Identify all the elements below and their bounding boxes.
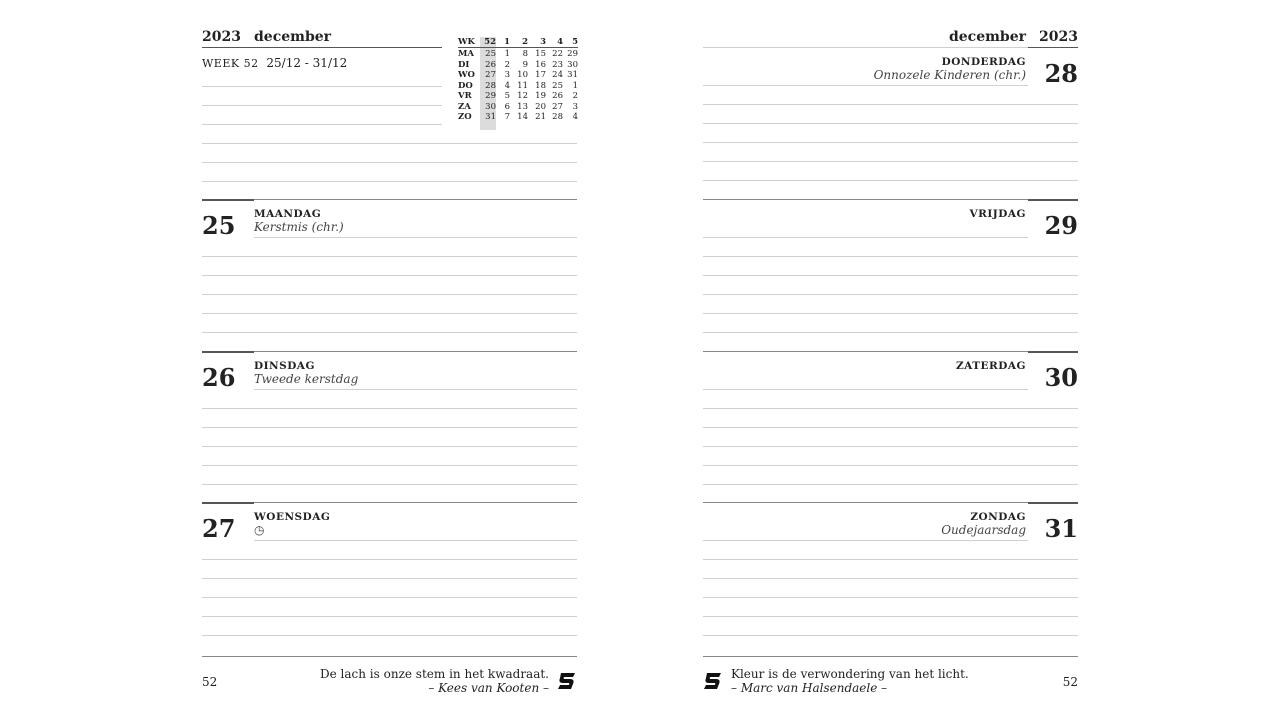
mini-calendar-date: 15 (535, 49, 546, 59)
ruled-line (703, 332, 1078, 333)
right-month: december (948, 29, 1026, 45)
ruled-line (202, 162, 577, 163)
ruled-line (202, 124, 442, 125)
mini-calendar-date: 30 (485, 101, 496, 112)
day-name: WOENSDAG (254, 511, 331, 523)
ruled-line (202, 294, 577, 295)
day-name: VRIJDAG (969, 208, 1026, 220)
day-number: 25 (202, 211, 236, 240)
day-note: Onnozele Kinderen (chr.) (873, 68, 1026, 82)
mini-calendar-date: 27 (485, 70, 496, 80)
mini-calendar-date: 20 (535, 101, 546, 112)
mini-calendar-date: 31 (567, 70, 578, 80)
right-header-rule-light (703, 47, 1028, 48)
mini-calendar-date: 1 (504, 49, 510, 59)
ruled-line (703, 616, 1078, 617)
ruled-line (202, 332, 577, 333)
mini-calendar-date: 19 (535, 91, 546, 101)
ruled-line (254, 389, 577, 390)
ruled-line (703, 559, 1078, 560)
day-rule (703, 502, 1028, 503)
mini-calendar-date: 29 (567, 49, 578, 59)
mini-calendar-date: 21 (535, 112, 546, 122)
ruled-line (202, 465, 577, 466)
ruled-line (703, 540, 1028, 541)
right-quote-block (731, 667, 991, 695)
right-page (703, 0, 1078, 720)
ruled-line (202, 86, 442, 87)
ruled-line (202, 275, 577, 276)
day-note: Oudejaarsdag (941, 523, 1026, 537)
ruled-line (703, 408, 1078, 409)
right-quote-author: – Marc van Halsendaele – (731, 681, 888, 695)
day-rule (254, 199, 577, 200)
ruled-line (703, 237, 1028, 238)
ruled-line (202, 427, 577, 428)
ruled-line (703, 427, 1078, 428)
ruled-line (202, 313, 577, 314)
day-note: Tweede kerstdag (254, 372, 359, 386)
day-number: 30 (1044, 363, 1078, 392)
day-rule-thick (1028, 502, 1078, 504)
mini-calendar-date: 25 (485, 49, 496, 59)
day-rule-thick (202, 502, 254, 504)
mini-calendar-date: 1 (572, 80, 578, 91)
mini-calendar-date: 2 (572, 91, 578, 101)
ruled-line (202, 484, 577, 485)
mini-calendar-date: 26 (552, 91, 563, 101)
day-number: 26 (202, 363, 236, 392)
right-quote: Kleur is de verwondering van het licht. (731, 667, 969, 681)
day-name: DINSDAG (254, 360, 315, 372)
ruled-line (703, 597, 1078, 598)
ruled-line (703, 123, 1078, 124)
day-note: Kerstmis (chr.) (254, 220, 344, 234)
mini-calendar-date: 18 (535, 80, 546, 91)
mini-calendar-date: 14 (517, 112, 528, 122)
mini-calendar-header-cell: 1 (504, 37, 510, 47)
brand-logo-icon (557, 672, 577, 690)
mini-calendar-date: 16 (535, 59, 546, 70)
week-info (202, 56, 347, 70)
day-name: MAANDAG (254, 208, 322, 220)
mini-calendar-date: 13 (517, 101, 528, 112)
mini-calendar-date: 28 (485, 80, 496, 91)
ruled-line (703, 313, 1078, 314)
ruled-line (703, 104, 1078, 105)
mini-calendar-header-cell: 2 (522, 37, 528, 47)
mini-calendar-date: 26 (485, 59, 496, 70)
ruled-line (202, 635, 577, 636)
left-page (202, 0, 577, 720)
ruled-line (703, 635, 1078, 636)
mini-calendar-date: 8 (522, 49, 528, 59)
ruled-line (703, 578, 1078, 579)
ruled-line (703, 389, 1028, 390)
mini-calendar-header-cell: 4 (557, 37, 563, 47)
left-quote-block (289, 667, 549, 695)
left-quote-author: – Kees van Kooten – (428, 681, 549, 695)
mini-calendar-day-label: DI (458, 59, 470, 70)
day-number: 28 (1044, 59, 1078, 88)
mini-calendar-day-label: VR (458, 91, 472, 101)
day-rule (254, 351, 577, 352)
day-rule-thick (1028, 199, 1078, 201)
ruled-line (202, 143, 577, 144)
ruled-line (202, 578, 577, 579)
ruled-line (703, 446, 1078, 447)
left-month: december (254, 29, 332, 45)
ruled-line (703, 180, 1078, 181)
mini-calendar-date: 29 (485, 91, 496, 101)
mini-calendar (458, 37, 578, 132)
ruled-line (703, 465, 1078, 466)
right-page-number: 52 (1062, 675, 1078, 689)
mini-calendar-date: 24 (552, 70, 563, 80)
ruled-line (202, 181, 577, 182)
mini-calendar-header-cell: 3 (540, 37, 546, 47)
mini-calendar-date: 2 (504, 59, 510, 70)
mini-calendar-date: 3 (572, 101, 578, 112)
left-year: 2023 (202, 29, 241, 45)
right-footer-rule (703, 656, 1078, 657)
mini-calendar-day-label: ZO (458, 112, 472, 122)
day-rule-thick (202, 351, 254, 353)
mini-calendar-date: 11 (517, 80, 528, 91)
mini-calendar-day-label: MA (458, 49, 475, 59)
mini-calendar-day-label: WO (458, 70, 475, 80)
mini-calendar-date: 6 (504, 101, 510, 112)
mini-calendar-date: 3 (504, 70, 510, 80)
ruled-line (254, 540, 577, 541)
mini-calendar-date: 10 (517, 70, 528, 80)
mini-calendar-date: 30 (567, 59, 578, 70)
mini-calendar-day-label: ZA (458, 101, 471, 112)
mini-calendar-date: 12 (517, 91, 528, 101)
ruled-line (202, 597, 577, 598)
day-name: ZATERDAG (956, 360, 1026, 372)
ruled-line (703, 294, 1078, 295)
ruled-line (202, 105, 442, 106)
mini-calendar-date: 7 (504, 112, 510, 122)
ruled-line (202, 408, 577, 409)
left-footer-rule (202, 656, 577, 657)
ruled-line (254, 237, 577, 238)
mini-calendar-header-cell: 5 (572, 37, 578, 47)
mini-calendar-date: 22 (552, 49, 563, 59)
day-name: DONDERDAG (941, 56, 1026, 68)
day-number: 31 (1044, 514, 1078, 543)
ruled-line (703, 275, 1078, 276)
mini-calendar-date: 4 (572, 112, 578, 122)
ruled-line (202, 256, 577, 257)
brand-logo-icon (703, 672, 723, 690)
ruled-line (202, 616, 577, 617)
mini-calendar-date: 28 (552, 112, 563, 122)
mini-calendar-date: 9 (522, 59, 528, 70)
right-year: 2023 (1039, 29, 1078, 45)
mini-calendar-date: 25 (552, 80, 563, 91)
mini-calendar-header-cell: WK (458, 37, 475, 47)
left-page-number: 52 (202, 675, 218, 689)
mini-calendar-header-cell: 52 (484, 37, 496, 47)
day-note: ◷ (254, 523, 265, 537)
ruled-line (703, 484, 1078, 485)
day-number: 27 (202, 514, 236, 543)
day-rule-thick (202, 199, 254, 201)
mini-calendar-date: 4 (504, 80, 510, 91)
day-rule (703, 199, 1028, 200)
ruled-line (703, 161, 1078, 162)
mini-calendar-date: 31 (485, 112, 496, 122)
mini-calendar-date: 17 (535, 70, 546, 80)
right-header-rule (1028, 47, 1078, 48)
mini-calendar-date: 5 (504, 91, 510, 101)
week-label: WEEK 52 (202, 57, 259, 70)
day-rule-thick (1028, 351, 1078, 353)
day-number: 29 (1044, 211, 1078, 240)
ruled-line (202, 559, 577, 560)
day-rule (703, 351, 1028, 352)
day-name: ZONDAG (970, 511, 1026, 523)
mini-calendar-date: 23 (552, 59, 563, 70)
mini-calendar-date: 27 (552, 101, 563, 112)
mini-calendar-day-label: DO (458, 80, 473, 91)
ruled-line (703, 85, 1028, 86)
ruled-line (202, 446, 577, 447)
day-rule (254, 502, 577, 503)
ruled-line (703, 256, 1078, 257)
week-range: 25/12 - 31/12 (266, 56, 348, 70)
left-header-rule (202, 47, 442, 48)
ruled-line (703, 142, 1078, 143)
left-quote: De lach is onze stem in het kwadraat. (320, 667, 549, 681)
